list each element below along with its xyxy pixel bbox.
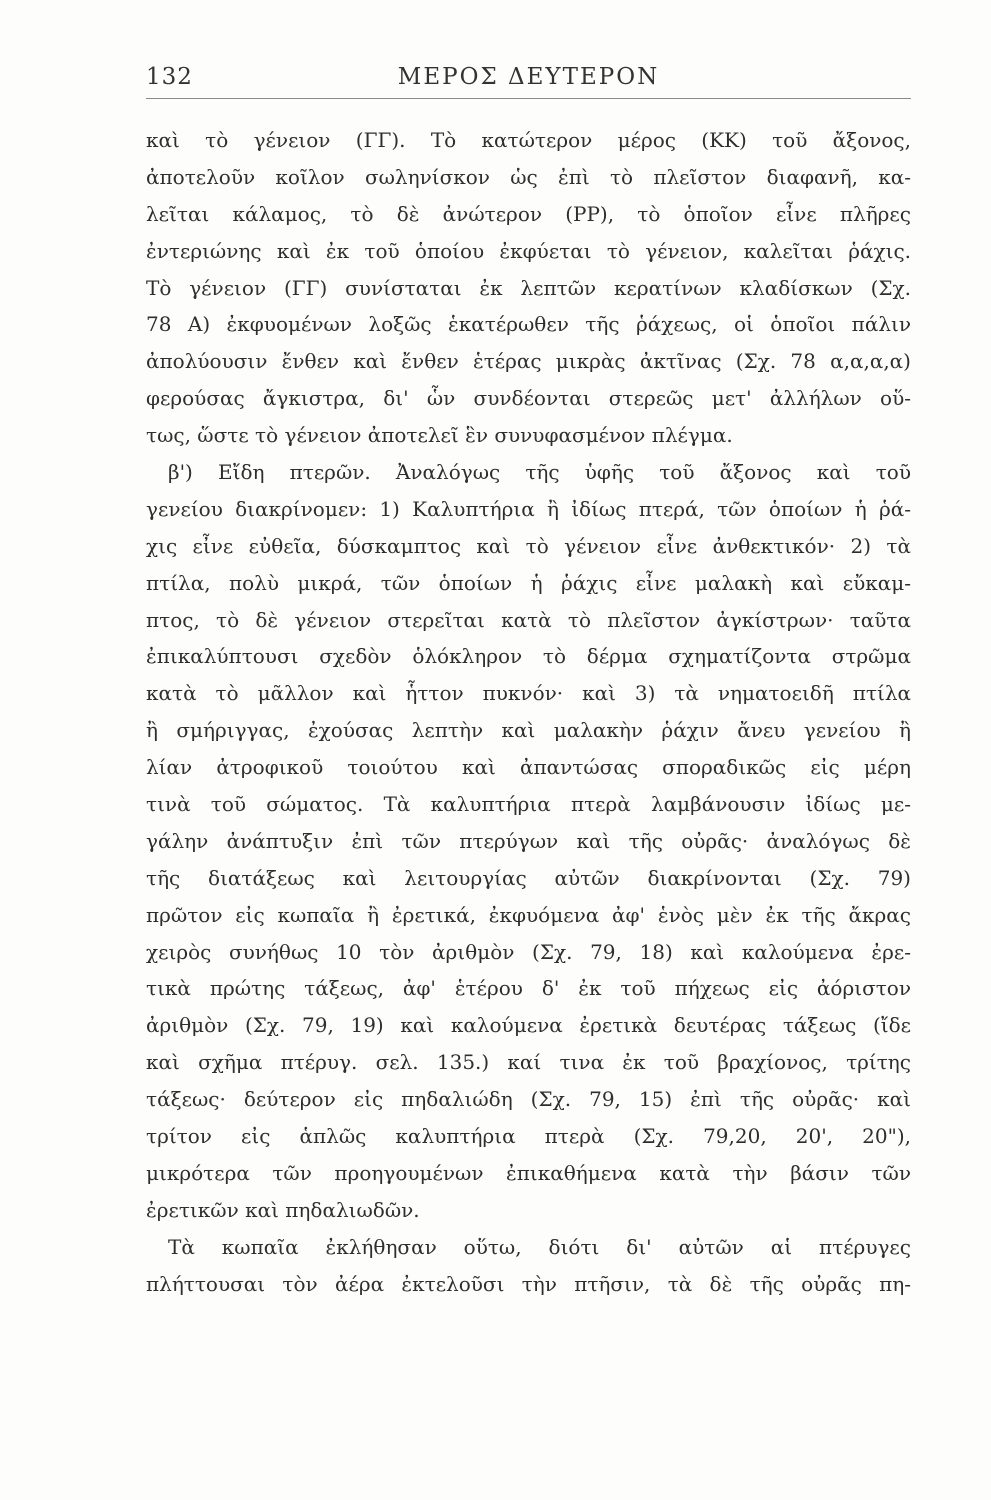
text-line: ἐπικαλύπτουσι σχεδὸν ὁλόκληρον τὸ δέρμα σχηματίζοντα στρῶμα xyxy=(146,644,911,669)
text-line: 78 Α) ἐκφυομένων λοξῶς ἑκατέρωθεν τῆς ῥάχεως, οἱ ὁποῖοι πάλιν xyxy=(146,312,911,337)
text-line: τάξεως· δεύτερον εἰς πηδαλιώδη (Σχ. 79, 15) ἐπὶ τῆς οὐρᾶς· καὶ xyxy=(146,1087,911,1112)
text-line: γενείου διακρίνομεν: 1) Καλυπτήρια ἢ ἰδίως πτερά, τῶν ὁποίων ἡ ῥά- xyxy=(146,496,911,521)
text-line: ἀποτελοῦν κοῖλον σωληνίσκον ὡς ἐπὶ τὸ πλεῖστον διαφανῆ, κα- xyxy=(146,164,911,189)
text-line: γάλην ἀνάπτυξιν ἐπὶ τῶν πτερύγων καὶ τῆς οὐρᾶς· ἀναλόγως δὲ xyxy=(146,828,911,853)
text-line: πτος, τὸ δὲ γένειον στερεῖται κατὰ τὸ πλεῖστον ἀγκίστρων· ταῦτα xyxy=(146,607,911,632)
text-line: κατὰ τὸ μᾶλλον καὶ ἧττον πυκνόν· καὶ 3) τὰ νηματοειδῆ πτίλα xyxy=(146,681,911,706)
running-title: ΜΕΡΟΣ ΔΕΥΤΕΡΟΝ xyxy=(397,64,660,90)
running-header xyxy=(146,64,911,99)
text-line: λεῖται κάλαμος, τὸ δὲ ἀνώτερον (ΡΡ), τὸ ὁποῖον εἶνε πλῆρες xyxy=(146,201,911,226)
text-line: Τὸ γένειον (ΓΓ) συνίσταται ἐκ λεπτῶν κερατίνων κλαδίσκων (Σχ. xyxy=(146,275,911,300)
text-line: ἐντεριώνης καὶ ἐκ τοῦ ὁποίου ἐκφύεται τὸ γένειον, καλεῖται ῥάχις. xyxy=(146,238,911,263)
paragraph-start-line: Τὰ κωπαῖα ἐκλήθησαν οὕτω, διότι δι' αὐτῶν αἱ πτέρυγες xyxy=(168,1234,911,1259)
text-line: τρίτον εἰς ἁπλῶς καλυπτήρια πτερὰ (Σχ. 79,20, 20', 20"), xyxy=(146,1124,911,1149)
text-line: μικρότερα τῶν προηγουμένων ἐπικαθήμενα κατὰ τὴν βάσιν τῶν xyxy=(146,1160,911,1185)
text-line: πλήττουσαι τὸν ἀέρα ἐκτελοῦσι τὴν πτῆσιν, τὰ δὲ τῆς οὐρᾶς πη- xyxy=(146,1271,911,1296)
text-line: τῆς διατάξεως καὶ λειτουργίας αὐτῶν διακρίνονται (Σχ. 79) xyxy=(146,865,911,890)
text-line: καὶ τὸ γένειον (ΓΓ). Τὸ κατώτερον μέρος (ΚΚ) τοῦ ἄξονος, xyxy=(146,128,911,152)
text-line: λίαν ἀτροφικοῦ τοιούτου καὶ ἀπαντώσας σποραδικῶς εἰς μέρη xyxy=(146,755,911,780)
text-line: καὶ σχῆμα πτέρυγ. σελ. 135.) καί τινα ἐκ τοῦ βραχίονος, τρίτης xyxy=(146,1050,911,1075)
text-line: ἀπολύουσιν ἔνθεν καὶ ἔνθεν ἑτέρας μικρὰς ἀκτῖνας (Σχ. 78 α,α,α,α) xyxy=(146,349,911,374)
text-line: ἢ σμήριγγας, ἐχούσας λεπτὴν καὶ μαλακὴν ῥάχιν ἄνευ γενείου ἢ xyxy=(146,718,911,743)
section-heading-line: β') Εἴδη πτερῶν. Ἀναλόγως τῆς ὑφῆς τοῦ ἄξονος καὶ τοῦ xyxy=(168,460,911,485)
text-line: ἐρετικῶν καὶ πηδαλιωδῶν. xyxy=(146,1197,420,1222)
body-text xyxy=(146,122,911,1303)
text-line: τικὰ πρώτης τάξεως, ἀφ' ἑτέρου δ' ἐκ τοῦ πήχεως εἰς ἀόριστον xyxy=(146,976,911,1001)
text-line: φερούσας ἄγκιστρα, δι' ὧν συνδέονται στερεῶς μετ' ἀλλήλων οὕ- xyxy=(146,386,911,411)
page-number: 132 xyxy=(146,64,193,90)
text-line: τως, ὥστε τὸ γένειον ἀποτελεῖ ἓν συνυφασμένον πλέγμα. xyxy=(146,423,733,448)
text-line: χις εἶνε εὐθεῖα, δύσκαμπτος καὶ τὸ γένειον εἶνε ἀνθεκτικόν· 2) τὰ xyxy=(146,533,911,558)
text-line: χειρὸς συνήθως 10 τὸν ἀριθμὸν (Σχ. 79, 18) καὶ καλούμενα ἐρε- xyxy=(146,939,911,964)
text-line: τινὰ τοῦ σώματος. Τὰ καλυπτήρια πτερὰ λαμβάνουσιν ἰδίως με- xyxy=(146,792,911,817)
text-line: πτίλα, πολὺ μικρά, τῶν ὁποίων ἡ ῥάχις εἶνε μαλακὴ καὶ εὔκαμ- xyxy=(146,570,911,595)
text-line: πρῶτον εἰς κωπαῖα ἢ ἐρετικά, ἐκφυόμενα ἀφ' ἑνὸς μὲν ἐκ τῆς ἄκρας xyxy=(146,902,911,927)
text-line: ἀριθμὸν (Σχ. 79, 19) καὶ καλούμενα ἐρετικὰ δευτέρας τάξεως (ἴδε xyxy=(146,1013,911,1038)
